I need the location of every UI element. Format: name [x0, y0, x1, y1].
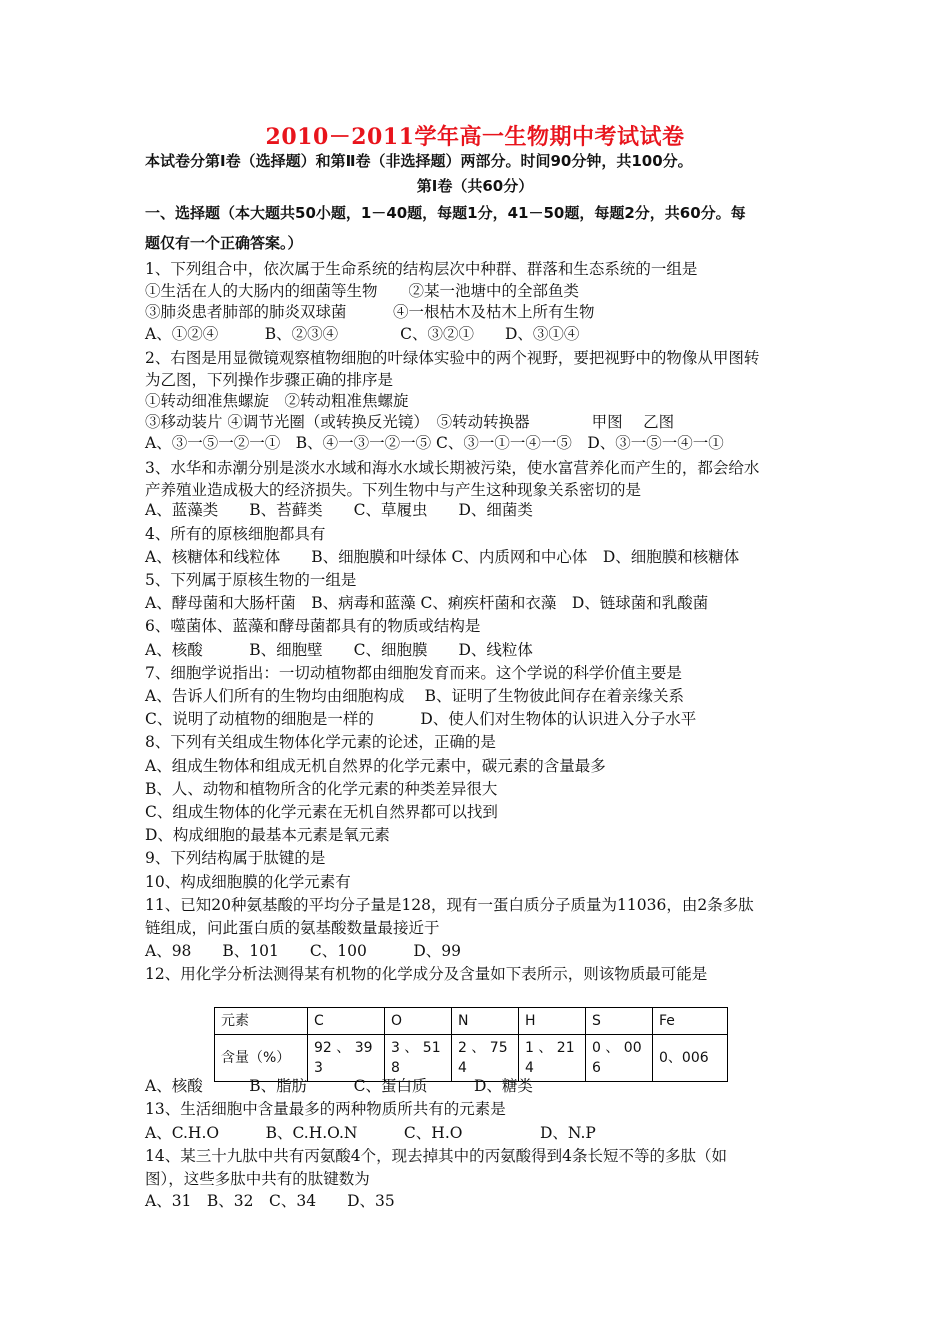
cell-value: 8: [391, 1060, 400, 1076]
table-cell: [519, 1035, 586, 1082]
question-line: A、③一⑤一②一① B、④一③一②一⑤ C、③一①一④一⑤ D、③一⑤一④一①: [145, 434, 724, 452]
question-line: A、核酸 B、细胞壁 C、细胞膜 D、线粒体: [145, 641, 533, 659]
table-cell: C: [308, 1008, 385, 1035]
question-line: A、核酸 B、脂肪 C、蛋白质 D、糖类: [145, 1077, 533, 1095]
question-line: ③移动装片 ④调节光圈（或转换反光镜） ⑤转动转换器 甲图 乙图: [145, 413, 675, 431]
question-line: A、C.H.O B、C.H.O.N C、H.O D、N.P: [145, 1124, 596, 1142]
cell-value: 92 、 39: [314, 1040, 373, 1056]
question-line: 6、噬菌体、蓝藻和酵母菌都具有的物质或结构是: [145, 617, 481, 635]
question-line: 4、所有的原核细胞都具有: [145, 525, 326, 543]
question-line: A、蓝藻类 B、苔藓类 C、草履虫 D、细菌类: [145, 501, 533, 519]
table-cell: O: [385, 1008, 452, 1035]
question-line: A、告诉人们所有的生物均由细胞构成 B、证明了生物彼此间存在着亲缘关系: [145, 687, 685, 705]
question-line: 9、下列结构属于肽键的是: [145, 849, 326, 867]
question-line: A、酵母菌和大肠杆菌 B、病毒和蓝藻 C、痢疾杆菌和衣藻 D、链球菌和乳酸菌: [145, 594, 709, 612]
cell-value: 0 、 00: [592, 1040, 642, 1056]
question-line: 2、右图是用显微镜观察植物细胞的叶绿体实验中的两个视野，要把视野中的物像从甲图转: [145, 349, 760, 367]
element-content-table: [214, 1007, 728, 1082]
question-line: 3、水华和赤潮分别是淡水水域和海水水域长期被污染，使水富营养化而产生的，都会给水: [145, 459, 760, 477]
question-line: 产养殖业造成极大的经济损失。下列生物中与产生这种现象关系密切的是: [145, 481, 642, 499]
table-row: [215, 1035, 728, 1082]
table-cell: Fe: [653, 1008, 728, 1035]
question-line: A、98 B、101 C、100 D、99: [145, 942, 461, 960]
cell-value: 6: [592, 1060, 601, 1076]
question-line: 7、细胞学说指出：一切动植物都由细胞发育而来。这个学说的科学价值主要是: [145, 664, 682, 682]
table-cell: [452, 1035, 519, 1082]
question-line: ③肺炎患者肺部的肺炎双球菌 ④一根枯木及枯木上所有生物: [145, 303, 595, 321]
table-cell: [385, 1035, 452, 1082]
question-line: 链组成，问此蛋白质的氨基酸数量最接近于: [145, 919, 440, 937]
question-line: 1、下列组合中，依次属于生命系统的结构层次中种群、群落和生态系统的一组是: [145, 260, 698, 278]
question-line: C、组成生物体的化学元素在无机自然界都可以找到: [145, 803, 498, 821]
question-line: 12、用化学分析法测得某有机物的化学成分及含量如下表所示，则该物质最可能是: [145, 965, 708, 983]
question-line: 10、构成细胞膜的化学元素有: [145, 873, 351, 891]
question-line: A、31 B、32 C、34 D、35: [145, 1192, 395, 1210]
cell-value: 4: [458, 1060, 467, 1076]
question-line: 8、下列有关组成生物体化学元素的论述，正确的是: [145, 733, 496, 751]
cell-value: 1 、 21: [525, 1040, 575, 1056]
cell-value: 3: [314, 1060, 323, 1076]
cell-value: 3 、 51: [391, 1040, 441, 1056]
table-cell: N: [452, 1008, 519, 1035]
question-line: 图），这些多肽中共有的肽键数为: [145, 1170, 370, 1188]
question-line: 13、生活细胞中含量最多的两种物质所共有的元素是: [145, 1100, 506, 1118]
intro-text: 本试卷分第Ⅰ卷（选择题）和第Ⅱ卷（非选择题）两部分。时间90分钟，共100分。: [145, 152, 693, 170]
table-cell: 0、006: [653, 1035, 728, 1082]
table-cell: S: [586, 1008, 653, 1035]
question-line: 为乙图，下列操作步骤正确的排序是: [145, 371, 394, 389]
exam-title: 2010－2011学年高一生物期中考试试卷: [265, 124, 685, 150]
table-cell: 含量（%）: [215, 1035, 308, 1082]
table-cell: 元素: [215, 1008, 308, 1035]
question-line: ①转动细准焦螺旋 ②转动粗准焦螺旋: [145, 392, 409, 410]
part-heading: 第Ⅰ卷（共60分）: [416, 177, 534, 195]
cell-value: 2 、 75: [458, 1040, 508, 1056]
question-line: A、①②④ B、②③④ C、③②① D、③①④: [145, 325, 580, 343]
question-line: 14、某三十九肽中共有丙氨酸4个，现去掉其中的丙氨酸得到4条长短不等的多肽（如: [145, 1147, 727, 1165]
question-line: 11、已知20种氨基酸的平均分子量是128，现有一蛋白质分子质量为11036，由2条多肽: [145, 896, 754, 914]
table-header-row: [215, 1008, 728, 1035]
table-cell: [586, 1035, 653, 1082]
question-line: B、人、动物和植物所含的化学元素的种类差异很大: [145, 780, 498, 798]
question-line: 5、下列属于原核生物的一组是: [145, 571, 357, 589]
table-cell: H: [519, 1008, 586, 1035]
section-heading-line2: 题仅有一个正确答案。）: [145, 234, 303, 252]
question-line: A、组成生物体和组成无机自然界的化学元素中，碳元素的含量最多: [145, 757, 606, 775]
table-cell: [308, 1035, 385, 1082]
question-line: ①生活在人的大肠内的细菌等生物 ②某一池塘中的全部鱼类: [145, 282, 580, 300]
question-line: D、构成细胞的最基本元素是氧元素: [145, 826, 390, 844]
question-line: C、说明了动植物的细胞是一样的 D、使人们对生物体的认识进入分子水平: [145, 710, 697, 728]
question-line: A、核糖体和线粒体 B、细胞膜和叶绿体 C、内质网和中心体 D、细胞膜和核糖体: [145, 548, 740, 566]
cell-value: 4: [525, 1060, 534, 1076]
section-heading-line1: 一、选择题（本大题共50小题，1－40题，每题1分，41－50题，每题2分，共60分。每: [145, 204, 746, 222]
